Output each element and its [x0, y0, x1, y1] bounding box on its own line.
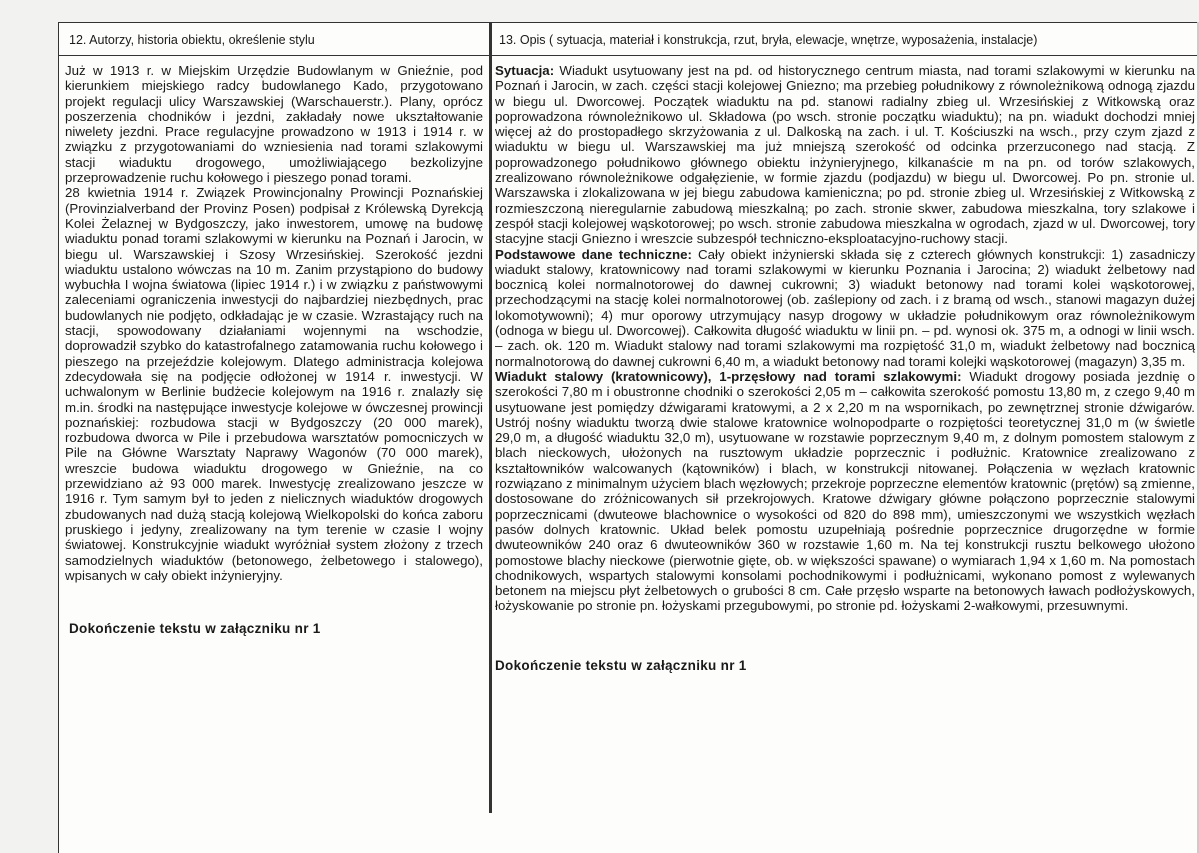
history-paragraph-2: 28 kwietnia 1914 r. Związek Prowincjonalny Prowincji Poznańskiej (Provinzialverband der Provinz Posen) podpisał z Królewską Dyrekcją Kolei Żelaznej w Bydgoszczy, jako inwestorem, umowę na budowę wiaduktu ponad torami szlakowymi w kierunku na Poznań i Jarocin, w biegu ul. Warszawskiej i Szosy Wrzesińskiej. Szerokość jezdni wiaduktu ustalono wówczas na 10 m. Zanim przystąpiono do budowy wybuchła I wojna światowa (lipiec 1914 r.) i w związku z państwowymi zaleceniami ograniczenia inwestycji do najbardziej niezbędnych, prac budowlanych nie podjęto, odkładając je w czasie. Wzrastający ruch na stacji, spowodowany działaniami wojennymi na wschodzie, doprowadził szybko do katastrofalnego zatamowania ruchu kołowego i pieszego na przejeździe kolejowym. Dlatego administracja kolejowa zdecydowała się na podjęcie odłożonej w 1914 r. inwestycji. W uchwalonym w Berlinie budżecie kolejowym na 1916 r. znalazły się m.in. środki na następujące inwestycje kolejowe w ówczesnej prowincji poznańskiej: rozbudowa stacji w Bydgoszczy (20 000 marek), rozbudowa dworca w Pile i przebudowa warsztatów pomocniczych w Pile na Główne Warsztaty Naprawy Wagonów (70 000 marek), wreszcie budowa wiaduktu drogowego w Gnieźnie, na co przewidziano aż 93 000 marek. Inwestycję zrealizowano jeszcze w 1916 r. Tym samym był to jeden z nielicznych wiaduktów drogowych zbudowanych nad dużą stacją kolejową Wielkopolski do końca zaboru pruskiego i jedyny, zrealizowany na tym terenie w czasie I wojny światowej. Konstrukcyjnie wiadukt wyróżniał system złożony z trzech samodzielnych wiaduktów (betonowego, żelbetowego i stalowego), wpisanych w cały obiekt inżynieryjny. — [65, 185, 483, 583]
continuation-note-right: Dokończenie tekstu w załączniku nr 1 — [495, 657, 747, 673]
steel-viaduct-section — [495, 369, 1195, 614]
section-13-header: 13. Opis ( sytuacja, materiał i konstrukcja, rzut, bryła, elewacje, wnętrze, wyposażenia, instalacje) — [499, 33, 1038, 47]
situation-label: Sytuacja: — [495, 63, 555, 78]
description-column — [495, 63, 1195, 673]
situation-section — [495, 63, 1195, 247]
continuation-note-left: Dokończenie tekstu w załączniku nr 1 — [69, 621, 321, 637]
technical-data-section — [495, 247, 1195, 369]
technical-data-text: Cały obiekt inżynierski składa się z czterech głównych konstrukcji: 1) zasadniczy wiadukt stalowy, kratownicowy nad torami szlakowymi w kierunku Poznania i Jarocina; 2) wiadukt żelbetowy nad bocznicą kolei normalnotorowej do dawnej cukrowni; 3) wiadukt betonowy nad torami kolei wąskotorowej, przechodzącymi na stację kolei normalnotorowej (ob. zaślepiony od zach. i z bramą od wsch., stanowi magazyn dużej lokomotywowni); 4) mur oporowy utrzymujący nasyp drogowy w układzie południkowym oraz równoleżnikowym (odnoga w biegu ul. Dworcowej). Całkowita długość wiaduktu w linii pn. – pd. wynosi ok. 375 m, a odnogi w linii wsch. – zach. ok. 120 m. Wiadukt stalowy nad torami szlakowymi ma rozpiętość 31,0 m, wiadukt żelbetowy nad bocznicą normalnotorową do dawnej cukrowni 6,40 m, a wiadukt betonowy nad torami kolejki wąskotorowej (magazyn) 3,35 m. — [495, 246, 1195, 369]
history-column — [65, 63, 483, 636]
situation-text: Wiadukt usytuowany jest na pd. od historycznego centrum miasta, nad torami szlakowymi w kierunku na Poznań i Jarocin, w zach. części stacji kolejowej Gniezno; ma przebieg południkowy z równoleżnikową odnogą zjazdu w biegu ul. Dworcowej. Początek wiaduktu na pd. stanowi radialny zbieg ul. Wrzesińskiej z Witkowską oraz poprowadzona równoleżnikowo ul. Składowa (po wsch. stronie początku wiaduktu); na pn. wiadukt dochodzi mniej więcej aż do prostopadłego skrzyżowania z ul. Dalkoską na zach. i ul. T. Kościuszki na wsch., przy czym zjazd z wiaduktu w biegu ul. Warszawskiej ma już mniejszą szerokość od odcinka przerzuconego nad stacją. Z poprowadzonego południkowo głównego obiektu inżynieryjnego, kilkanaście m na pn. od torów szlakowych, zrealizowano równoleżnikowe odgałęzienie, w formie zjazdu (podjazdu) w biegu ul. Dworcowej. Po pn. stronie ul. Warszawska i zlokalizowana w jej biegu zabudowa kamieniczna; po pd. stronie zbieg ul. Wrzesińskiej z Witkowską z rozmieszczoną nieregularnie zabudową mieszkalną; po zach. stronie skwer, zabudowa mieszkalna, tory szlakowe i zespół stacji kolejowej wąskotorowej; po wsch. stronie zabudowa mieszkalna w ogrodach, zjazd w ul. Dworcowej, tory stacyjne stacji Gniezno i wreszcie subzespół techniczno-eksploatacyjno-ruchowy stacji. — [495, 63, 1195, 247]
form-sheet — [58, 22, 1199, 853]
section-12-header: 12. Autorzy, historia obiektu, określenie stylu — [69, 33, 315, 47]
steel-viaduct-label: Wiadukt stalowy (kratownicowy), 1-przęsłowy nad torami szlakowymi: — [495, 368, 962, 384]
column-divider — [489, 23, 492, 813]
steel-viaduct-text: Wiadukt drogowy posiada jezdnię o szerokości 7,80 m i obustronne chodniki o szerokości 2,05 m – całkowita szerokość pomostu 13,80 m, z czego 9,40 m usytuowane jest pomiędzy dźwigarami kratowymi, a 2 x 2,20 m na wspornikach, po zewnętrznej stronie dźwigarów. Ustrój nośny wiaduktu tworzą dwie stalowe kratownice wolnopodparte o rozpiętości teoretycznej 31,0 m (w świetle 29,0 m, a długość wiaduktu 32,0 m), usytuowane w rozstawie poprzecznym 9,40 m, z dolnym pomostem stalowym z blach nieckowych, ułożonych na rusztowym układzie poprzecznic i podłużnic. Kratownice zrealizowano z kształtowników walcowanych (kątowników) i blach, w konstrukcji nitowanej. Połączenia w węzłach kratownic rozwiązano z minimalnym użyciem blach węzłowych; przekroje poprzeczne elementów kratownic (prętów) są zmienne, dostosowane do zróżnicowanych sił przekrojowych. Kratowe dźwigary główne połączono poprzecznie stalowymi poprzecznicami (dwuteowe blachownice o wysokości od 820 do 898 mm), umieszczonymi we wszystkich węzłach pasów dolnych kratownic. Układ belek pomostu uzupełniają pośrednie poprzecznice drugorzędne w formie dwuteowników 240 oraz 6 dwuteowników 360 w rozstawie 1,60 m. Na tej konstrukcji rusztu belkowego ułożono pomostowe blachy nieckowe (pierwotnie gięte, ob. w większości spawane) o wymiarach 1,94 x 1,60 m. Na pomostach chodnikowych, wspartych stalowymi konsolami pochodnikowymi i podłużnicami, wykonano pomost z wylewanych betonem na miejscu płyt żelbetowych o grubości 8 cm. Całe przęsło wsparte na betonowych ławach podłożyskowych, łożyskowanie po stronie pn. łożyskami przegubowymi, po stronie pd. łożyskami 2-wałkowymi, przesuwnymi. — [495, 368, 1196, 614]
header-row — [59, 23, 1199, 56]
technical-data-label: Podstawowe dane techniczne: — [495, 246, 692, 262]
history-paragraph-1: Już w 1913 r. w Miejskim Urzędzie Budowlanym w Gnieźnie, pod kierunkiem miejskiego radcy budowlanego Kado, przygotowano projekt regulacji ulicy Warszawskiej (Warschauerstr.). Plany, oprócz poszerzenia chodników i jezdni, zakładały nowe ukształtowanie niwelety jezdni. Prace regulacyjne prowadzono w 1913 i 1914 r. w związku z przygotowaniami do wzniesienia nad torami szlakowymi stacji wiaduktu drogowego, umożliwiającego bezkolizyjne przeprowadzenie ruchu kołowego i pieszego ponad torami. — [65, 63, 483, 186]
